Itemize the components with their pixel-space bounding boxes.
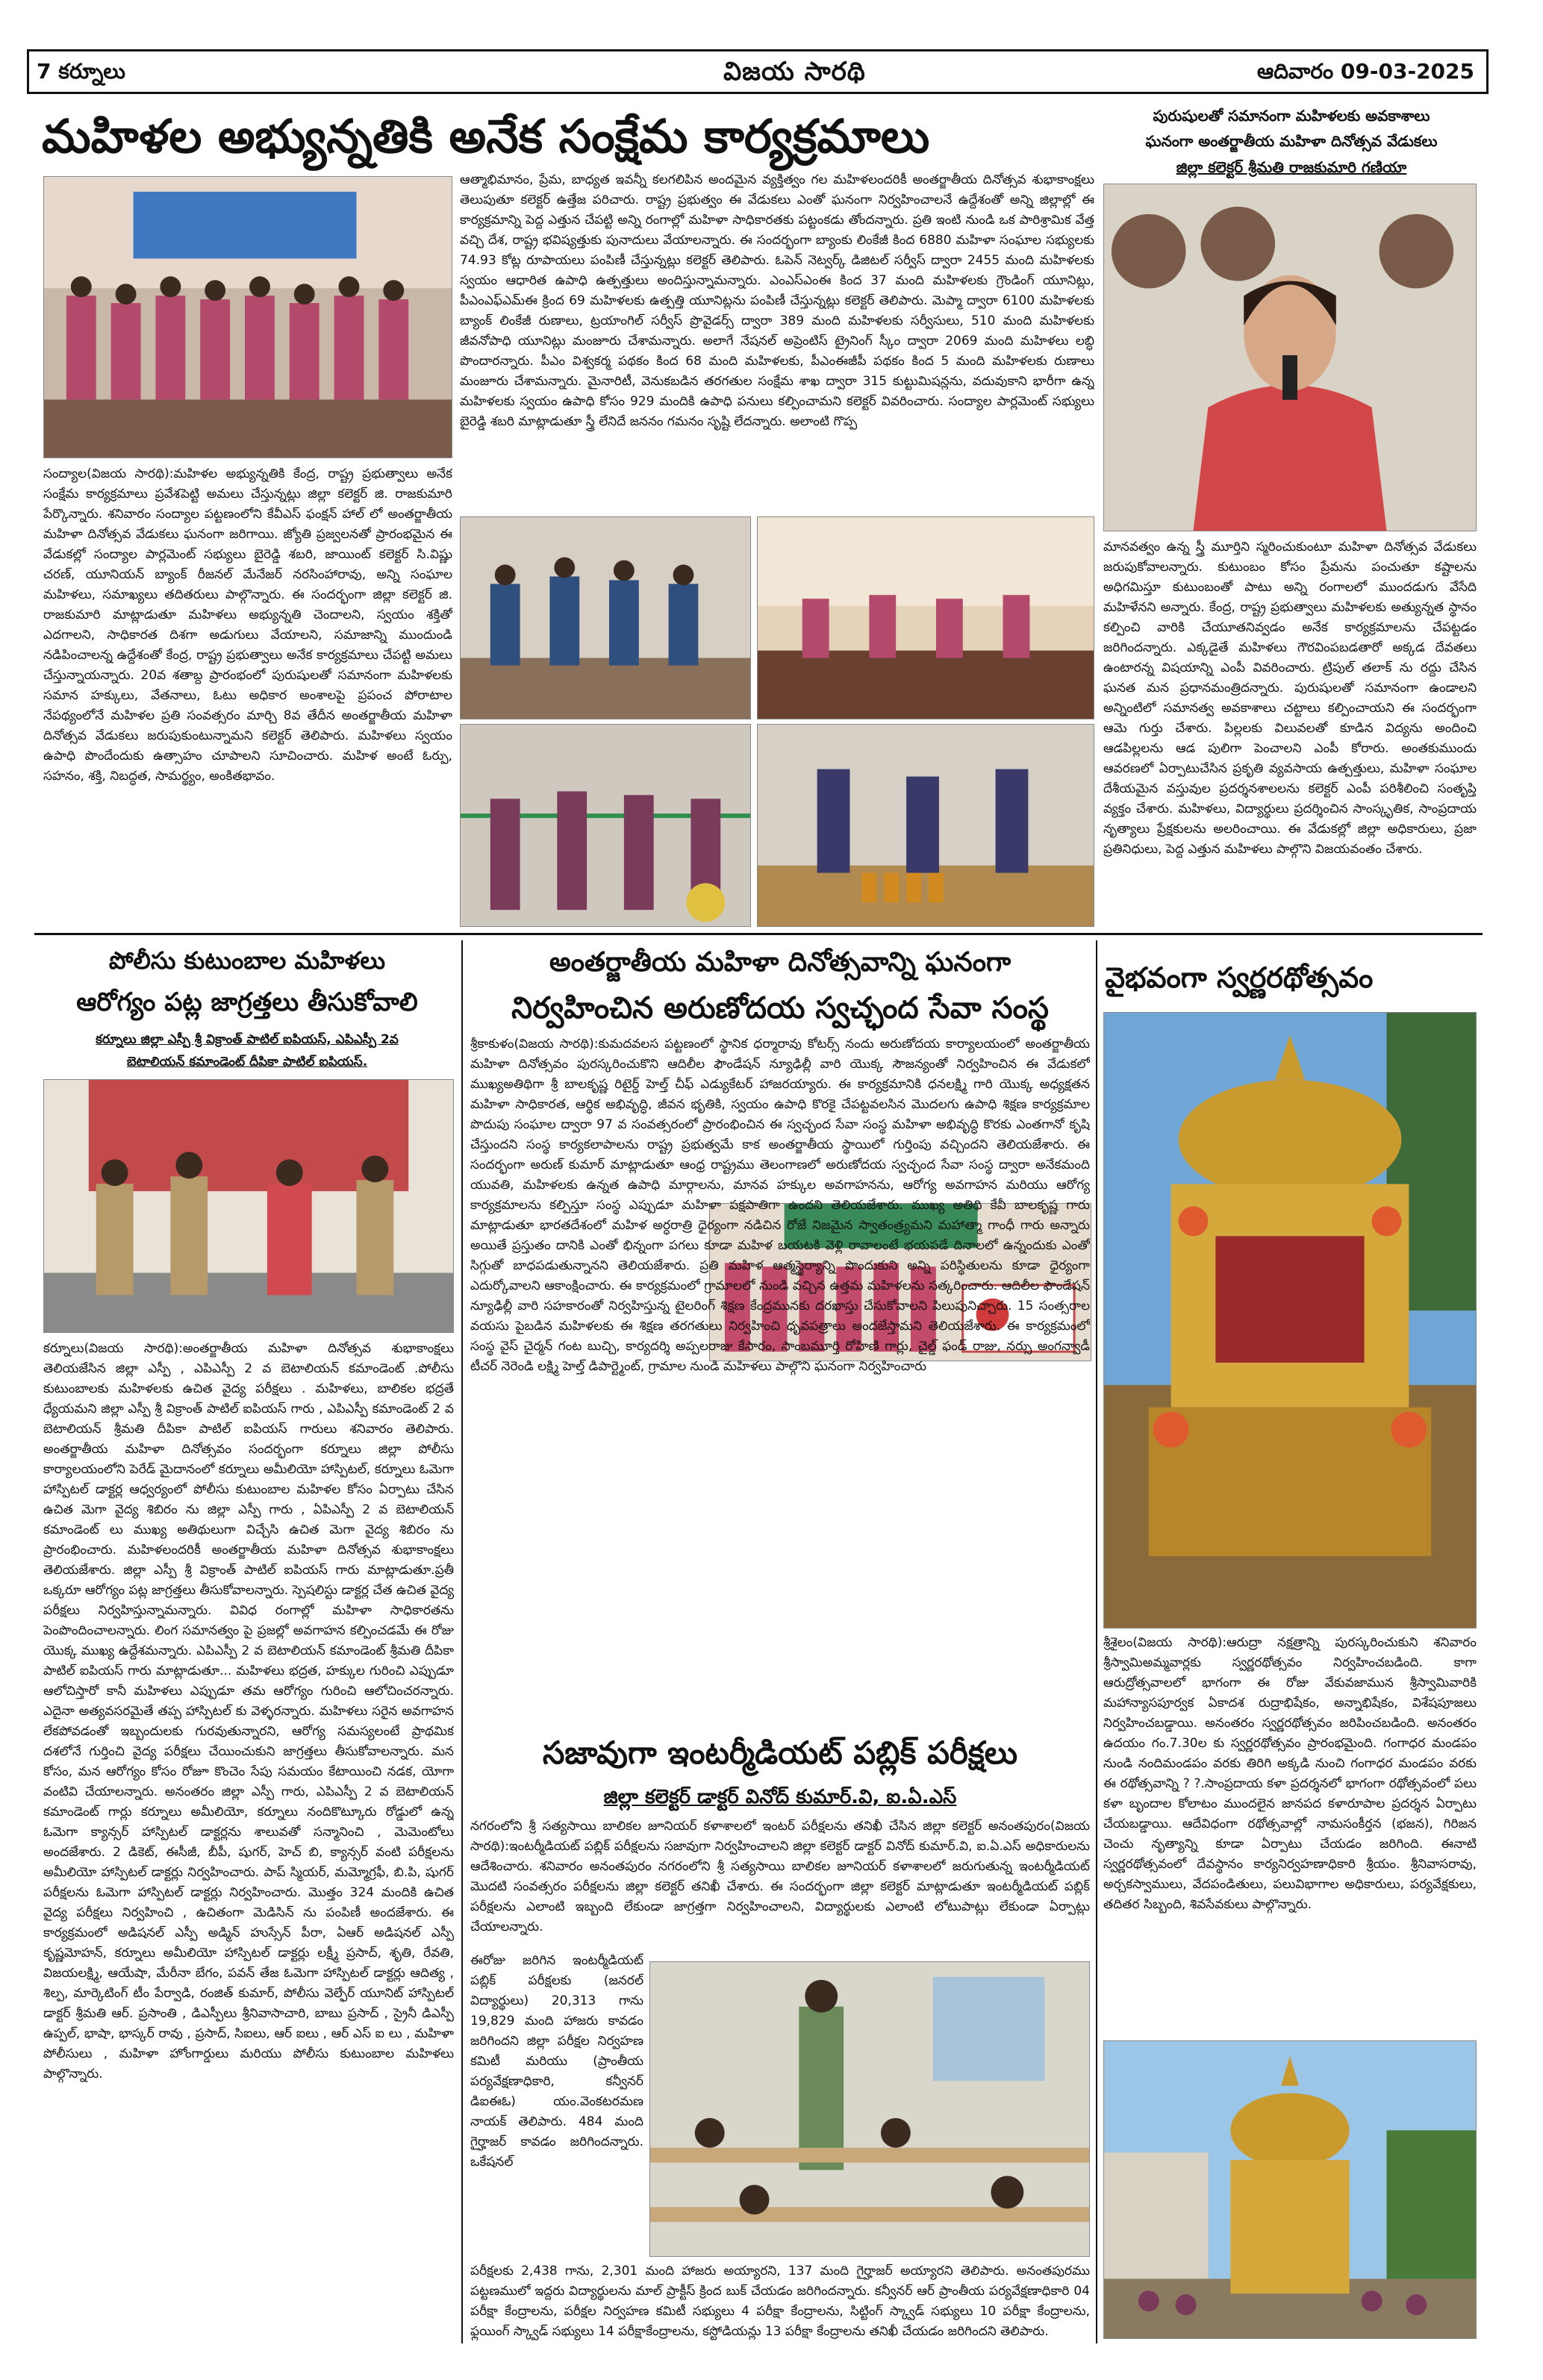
lead-headline: మహిళల అభ్యున్నతికి అనేక సంక్షేమ కార్యక్రమాలు <box>42 109 930 163</box>
arunodaya-headline-1: అంతర్జాతీయ మహిళా దినోత్సవాన్ని ఘనంగా <box>549 947 1011 978</box>
collector-portrait <box>1103 184 1477 531</box>
masthead <box>27 49 1489 94</box>
lead-photo-stage-dais <box>757 516 1094 719</box>
column-divider-right <box>1096 940 1097 2343</box>
collector-kicker-1: పురుషులతో సమానంగా మహిళలకు అవకాశాలు <box>1153 107 1430 125</box>
police-headline-1: పోలీసు కుటుంబాల మహిళలు <box>108 946 386 975</box>
lead-photo-stage <box>43 176 452 458</box>
police-byline-1: కర్నూలు జిల్లా ఎస్పీ శ్రీ విక్రాంత్ పాటిల్ ఐపియస్, ఎపిఎస్పీ 2వ <box>96 1032 399 1047</box>
temple-headline: వైభవంగా స్వర్ణరథోత్సవం <box>1105 961 1374 994</box>
collector-byline: జిల్లా కలెక్టర్ శ్రీమతి రాజకుమారి గణియా <box>1176 158 1407 176</box>
police-headline-2: ఆరోగ్యం పట్ల జాగ్రత్తలు తీసుకోవాలి <box>76 987 418 1017</box>
temple-chariot-photo <box>1103 1012 1477 1628</box>
inter-exam-photo <box>649 1961 1090 2257</box>
collector-body: మానవత్వం ఉన్న స్త్రీ మూర్తిని స్మరించుకుంటూ మహిళా దినోత్సవ వేడుకలు జరుపుకోవాలన్నారు. కుటుంబం కోసం ప్రేమను పంచుతూ కష్టాలను అధిగమిస్తూ కుటుంబంతో పాటు అన్ని రంగాలలో ముందడుగు వేసేది మహిళేనని అన్నారు. కేంద్ర, రాష్ట్ర ప్రభుత్వాలు మహిళలకు అత్యున్నత స్థానం కల్పించి వారికి చేయూతనివ్వడం అనేక కార్యక్రమాలను చేపట్టడం జరిగిందన్నారు. ఎక్కడైతే మహిళలు గౌరవింపబడతారో అక్కడ దేవతలు ఉంటారన్న విషయాన్ని ఎంపీ వివరించారు. ట్రిపుల్ తలాక్ ను రద్దు చేసిన ఘనత మన ప్రధానమంత్రిదన్నారు. పురుషులతో సమానంగా ఉండాలని అన్నింటిలో సమానత్వ అవకాశాలు చట్టాలు కల్పించాయని ఈ సందర్భంగా ఆమె గుర్తు చేశారు. పిల్లలకు విలువలతో కూడిన విద్యను అందించి ఆడపిల్లలను ఆడ పులిగా పెంచాలని ఎంపీ కోరారు. అంతకుముందు ఆవరణలో ఏర్పాటుచేసిన ప్రకృతి వ్యవసాయ ఉత్పత్తులు, మహిళా సంఘాల దేశీయమైన వస్తువుల ప్రదర్శనశాలలను కలెక్టర్ ఎంపీ పరిశీలించి సంతృప్తి వ్యక్తం చేశారు. మహిళలు, విద్యార్థులు ప్రదర్శించిన సాంస్కృతిక, సాంప్రదాయ నృత్యాలు ప్రేక్షకులను అలరించాయి. ఈ వేడుకల్లో జిల్లా అధికారులు, ప్రజా ప్రతినిధులు, పెద్ద ఎత్తున మహిళలు పాల్గొని విజయవంతం చేశారు. <box>1103 540 1477 857</box>
page-label: 7 కర్నూలు <box>37 59 125 84</box>
temple-procession-photo <box>1103 2040 1477 2339</box>
issue-date: ఆదివారం 09-03-2025 <box>1256 59 1474 84</box>
inter-body-bottom: పరీక్షలకు 2,438 గాను, 2,301 మంది హాజరు అయ్యారని, 137 మంది గైర్హాజర్ అయ్యారని తెలిపారు. అనంతపురము పట్టణములో ఇద్దరు విద్యార్థులను మాల్ ప్రాక్టీస్ క్రింద బుక్ చేయడం జరిగిందన్నారు. కన్వీనర్ ఆర్ ప్రాంతీయ పర్యవేక్షణాధికారి 04 పరీక్షా కేంద్రాలను, పరీక్షల నిర్వహణ కమిటీ సభ్యులు 4 పరీక్షా కేంద్రాలను, సిట్టింగ్ స్క్వాడ్ సభ్యులు 10 పరీక్షా కేంద్రాలను, ఫ్లయింగ్ స్క్వాడ్ సభ్యులు 14 పరీక్షాకేంద్రాలను, కస్టోడియన్లు 13 పరీక్షా కేంద్రాలను తనిఖీ చేయడం జరిగిందని తెలిపారు. <box>470 2264 1090 2339</box>
police-body: కర్నూలు(విజయ సారథి):అంతర్జాతీయ మహిళా దినోత్సవ శుభాకాంక్షలు తెలియజేసిన జిల్లా ఎస్పీ , ఎపిఎస్పీ 2 వ బెటాలియన్ కమాండెంట్ .పోలీసు కుటుంబాలకు మహిళలకు ఉచిత వైద్య పరీక్షలు . మహిళలు, బాలికల భద్రతే ధ్యేయమని జిల్లా ఎస్పీ శ్రీ విక్రాంత్ పాటిల్ ఐపియస్ గారు , ఎపిఎస్పీ కమాండెంట్ 2 వ బెటాలియన్ శ్రీమతి దీపికా పాటిల్ ఐపియస్ గారులు శనివారం తెలిపారు. అంతర్జాతీయ మహిళా దినోత్సవం సందర్భంగా కర్నూలు జిల్లా పోలీసు కార్యాలయంలోని పెరేడ్ మైదానంలో కర్నూలు అమీలియో హాస్పిటల్, కర్నూలు ఓమెగా హాస్పిటల్ డాక్టర్ల ఆధ్వర్యంలో పోలీసు కుటుంబాల మహిళల కోసం ఏర్పాటు చేసిన ఉచిత మెగా వైద్య శిబిరం ను జిల్లా ఎస్పీ గారు , ఏపిఎస్పీ 2 వ బెటాలియన్ కమాండెంట్ లు ముఖ్య అతిథులుగా విచ్చేసి ఉచిత మెగా వైద్య శిబిరం ను ప్రారంభించారు. మహిళలందరికీ అంతర్జాతీయ మహిళా దినోత్సవ శుభాకాంక్షలు తెలియజేశారు. జిల్లా ఎస్పీ శ్రీ విక్రాంత్ పాటిల్ ఐపియస్ గారు మాట్లాడుతూ.ప్రతీ ఒక్కరూ ఆరోగ్యం పట్ల జాగ్రత్తలు తీసుకోవాలన్నారు. స్పెషలిస్టు డాక్టర్ల చేత ఉచిత వైద్య పరీక్షలు నిర్వహిస్తున్నామన్నారు. వివిధ రంగాల్లో మహిళా సాధికారతను పెంపొందించాలన్నారు. లింగ సమానత్వం పై ప్రజల్లో అవగాహన కల్పించడమే ఈ రోజు యొక్క ముఖ్య ఉద్దేశమన్నారు. ఎపిఎస్పీ 2 వ బెటాలియన్ కమాండెంట్ శ్రీమతి దీపికా పాటిల్ ఐపియస్ గారు మాట్లాడుతూ... మహిళలు భద్రత, హక్కుల గురించి ఎప్పుడూ ఆలోచిస్తారో కానీ మహిళలు ఎప్పుడూ తమ ఆరోగ్యం గురించి ఆలోచించరన్నారు. ఎదైనా అత్యవసరమైతే తప్ప హాస్పిటల్ కు వెళ్ళరన్నారు. మహిళలు సరైన అవగాహన లేకపోవడంతో ఇబ్బందులకు గురవుతున్నారని, ఆరోగ్య సమస్యలంటే ప్రాథమిక దశలోనే గుర్తించి వైద్య పరీక్షలు చేయించుకుని జాగ్రత్తలు తీసుకోవాలన్నారు. మన కోసం, మన ఆరోగ్యం కోసం రోజూ కొంచెం సేపు సమయం కేటాయించి నడక, యోగా వంటివి చేయాలన్నారు. అనంతరం జిల్లా ఎస్పీ గారు, ఎపిఎస్పీ 2 వ బెటాలియన్ కమాండెంట్ గార్లు కర్నూలు అమీలియో, కర్నూలు నందికొట్కూరు రోడ్డులో ఉన్న ఓమెగా క్యాన్సర్ హాస్పిటల్ డాక్టర్లను శాలువతో సన్మానించి , మెమెంటోలు అందజేశారు. 2 డికెట్, ఈసీజీ, బీపీ, షుగర్, హెచ్ బి, క్యాన్సర్ వంటి పరీక్షలను అమీలియో హాస్పిటల్ డాక్టర్లు నిర్వహించారు. పాప్ స్మియర్, మమ్మోగ్రఫీ, బి.పి, షుగర్ పరీక్షలను ఓమెగా హాస్పిటల్ డాక్టర్లు నిర్వహించారు. మొత్తం 324 మందికి ఉచిత వైద్య పరీక్షలు నిర్వహించి , ఉచితంగా మెడిసిన్ ను పంపిణీ అందజేశారు. ఈ కార్యక్రమంలో అడిషనల్ ఎస్పీ అడ్మిన్ హుస్సేన్ పీరా, ఏఆర్ అడిషనల్ ఎస్పీ కృష్ణమోహన్, కర్నూలు అమీలియో హాస్పిటల్ డాక్టర్లు లక్ష్మీ ప్రసాద్, శృతి, రేవతి, విజయలక్ష్మి, ఆయేషా, మేరీనా బేగం, పవన్ తేజ ఓమెగా హాస్పిటల్ డాక్టర్లు ఆదిత్య , శిల్ప, మార్కెటింగ్ టీం పేర్వాడి, రంజిత్ కుమార్, పోలీసు వెల్ఫేర్ యూనిట్ హాస్పిటల్ డాక్టర్ శ్రీమతి ఆర్. ప్రసాంతి , డిఎస్పీలు శ్రీనివాసాచారి, బాబు ప్రసాద్ , స్రైనీ డిఎస్పీ ఉప్పల్, భాషా, భాస్కర్ రావు , ప్రసాద్, సిఐలు, ఆర్ ఐలు , ఆర్ ఎస్ ఐ లు , మహిళా పోలీసులు , మహిళా హోంగార్డులు మరియు పోలీసు కుటుంబాల మహిళలు పాల్గొన్నారు. <box>43 1341 454 2081</box>
police-byline-2: బెటాలియన్ కమాండెంట్ దీపికా పాటిల్ ఐపియస్. <box>126 1055 368 1069</box>
temple-body: శ్రీశైలం(విజయ సారథి):ఆరుద్రా నక్షత్రాన్ని పురస్కరించుకుని శనివారం శ్రీస్వామిఅమ్మవార్లకు స్వర్ణరథోత్సవం నిర్వహించబడింది. కాగా ఆరుద్రోత్సవాలలో భాగంగా ఈ రోజు వేకువజామున శ్రీస్వామివారికి మహాన్యాసపూర్వక ఏకాదశ రుద్రాభిషేకం, అన్నాభిషేకం, విశేషపూజలు నిర్వహించబడ్డాయి. అనంతరం స్వర్ణరథోత్సవం జరిపించబడింది. అనంతరం ఉదయం గం.7.30ల కు స్వర్ణరథోత్సవం ప్రారంభమైంది. గంగాధర మండపం నుండి నందిమండపం వరకు తిరిగి అక్కడి నుంచి గంగాధర మండపం వరకు ఈ రథోత్సవాన్ని ? ?.సాంప్రదాయ కళా ప్రదర్శనలో భాగంగా రథోత్సవంలో పలు కళా బృందాల కోలాటం ముందలైన జానపద కళారూపాల ప్రదర్శన ఏర్పాటు చేయబడ్డాయి. ఆదేవిధంగా రథోత్సవాల్లో నామసంకీర్తన (భజన), గిరిజన చెంచు నృత్యాన్ని కూడా ఏర్పాటు చేయడం జరిగింది. ఈనాటి స్వర్ణరథోత్సవంలో దేవస్థానం కార్యనిర్వహణాధికారి శ్రీయం. శ్రీనివాసరావు, అర్చకస్వాములు, వేదపండితులు, పలువిభాగాల అధికారులు, పర్యవేక్షకులు, తదితర సిబ్బంది, శివసేవకులు పాల్గొన్నారు. <box>1103 1635 1477 1912</box>
lead-photo-exhibition <box>757 724 1094 927</box>
lead-body-left: సంద్యాల(విజయ సారథి):మహిళల అభ్యున్నతికి కేంద్ర, రాష్ట్ర ప్రభుత్వాలు అనేక సంక్షేమ కార్యక్రమాలు ప్రవేశపెట్టి అమలు చేస్తున్నట్లు జిల్లా కలెక్టర్ జి. రాజకుమారి పేర్కొన్నారు. శనివారం సంద్యాల పట్టణంలోని కేవీఎస్ ఫంక్షన్ హాల్ లో అంతర్జాతీయ మహిళా దినోత్సవ వేడుకలు ఘనంగా జరిగాయి. జ్యోతి ప్రజ్వలనతో ప్రారంభమైన ఈ వేడుకల్లో సంద్యాల పార్లమెంట్ సభ్యులు బైరెడ్డి శబరి, జాయింట్ కలెక్టర్ సి.విష్ణు చరణ్, యూనియన్ బ్యాంక్ రీజనల్ మేనేజర్ నరసింహారావు, అన్ని సంఘాల మహిళలు, సమాఖ్యలు తదితరులు పాల్గొన్నారు. ఈ సందర్భంగా జిల్లా కలెక్టర్ జి. రాజకుమారి మాట్లాడుతూ మహిళలు అభ్యున్నతి చెందాలని, స్వయం శక్తితో ఎదగాలని, సాధికారత దిశగా అడుగులు వేయాలని, సమాజాన్ని ముందుండి నడిపించాలన్న ఉద్దేశంతో కేంద్ర, రాష్ట్ర ప్రభుత్వాలు అనేక కార్యక్రమాలు చేపట్టి అమలు చేస్తున్నాయన్నారు. 20వ శతాబ్ద ప్రారంభంలో పురుషులతో సమానంగా మహిళలకు సమాన హక్కులు, వేతనాలు, ఓటు అధికార అంశాలపై ప్రపంచ పోరాటాల నేపథ్యంలోనే మహిళల ప్రతి సంవత్సరం మార్చి 8వ తేదీన అంతర్జాతీయ మహిళా దినోత్సవ వేడుకలు జరుపుకుంటున్నామని కలెక్టర్ తెలిపారు. మహిళలు స్వయం ఉపాధి పొందేందుకు ఉత్సాహం చూపాలని సూచించారు. మహిళ అంటే ఓర్పు, సహనం, శక్తి, నిబద్ధత, సామర్థ్యం, అంకితభావం. <box>43 466 452 784</box>
collector-kicker-2: ఘనంగా అంతర్జాతీయ మహిళా దినోత్సవ వేడుకలు <box>1145 132 1438 150</box>
arunodaya-headline-2: నిర్వహించిన అరుణోదయ స్వచ్ఛంద సేవా సంస్థ <box>511 991 1049 1025</box>
column-divider-left <box>461 940 463 2343</box>
lead-photo-dignitaries <box>460 516 751 719</box>
lead-body-right: ఆత్మాభిమానం, ప్రేమ, బాధ్యత ఇవన్నీ కలగలిపిన అందమైన వ్యక్తిత్వం గల మహిళలందరికీ అంతర్జాతీయ దినోత్సవ శుభాకాంక్షలు తెలుపుతూ కలెక్టర్ ఉత్తేజ పరిచారు. రాష్ట్ర ప్రభుత్వం ఈ వేడుకలు ఎంతో ఘనంగా నిర్వహించాలనే ఉద్దేశంతో అన్ని జిల్లాల్లో ఈ కార్యక్రమాన్ని పెద్ద ఎత్తున చేపట్టి అన్ని రంగాల్లో మహిళా సాధికారతకు పట్టంకడు తోందన్నారు. ప్రతి ఇంటి నుండి ఒక పారిశ్రామిక వేత్త వచ్చి దేశ, రాష్ట్ర భవిష్యత్తుకు పునాదులు వేయాలన్నారు. ఈ సందర్భంగా బ్యాంకు లింకేజీ కింద 6880 మహిళా సంఘాల సభ్యులకు 74.93 కోట్ల రూపాయలు పంపిణీ చేస్తున్నట్లు కలెక్టర్ తెలిపారు. ఓపెన్ నెట్వర్క్ డిజిటల్ సర్వీస్ ద్వారా 2455 మంది మహిళలకు స్వయం ఆధారిత ఉపాధి ఉత్పత్తులు అందిస్తున్నామన్నారు. ఎంఎస్ఎంఈ కింద 37 మంది మహిళలకు గ్రౌండింగ్ యూనిట్లు, పీఎంఎఫ్ఎమ్ఈ క్రింద 69 మహిళలకు ఉత్పత్తి యూనిట్లను పంపిణీ చేస్తున్నట్లు కలెక్టర్ తెలిపారు. మెప్మా ద్వారా 6100 మహిళలకు బ్యాంక్ లింకేజీ రుణాలు, ట్రయాంగిల్ సర్వీస్ ప్రొవైడర్స్ ద్వారా 389 మంది మహిళలకు సర్వీసులు, 510 మంది మహిళలకు జీవనోపాధి యూనిట్లు మంజూరు చేశామన్నారు. అలాగే నేషనల్ అప్రెంటిస్ ట్రైనింగ్ స్కీం ద్వారా 2069 మంది మహిళలు లబ్ధి పొందారన్నారు. పీఎం విశ్వకర్మ పథకం కింద 68 మంది మహిళలకు, పీఎంఈజీపీ పథకం కింద 5 మంది మహిళలకు రుణాలు మంజూరు చేశామన్నారు. మైనారిటీ, వెనుకబడిన తరగతుల సంక్షేమ శాఖ ద్వారా 315 కుట్టుమిషన్లను, వదువుకాని భారీగా ఉన్న మహిళలకు స్వయం ఉపాధి కోసం 929 మందికి ఉపాధి పనులు కల్పించామని కలెక్టర్ వివరించారు. సంద్యాల పార్లమెంట్ సభ్యులు బైరెడ్డి శబరి మాట్లాడుతూ స్త్రీ లేనిదే జననం గమనం సృష్టి లేదన్నారు. అలాంటి గొప్ప <box>460 172 1094 429</box>
section-divider <box>34 933 1483 935</box>
inter-body-left: ఈరోజు జరిగిన ఇంటర్మీడియట్ పబ్లిక్ పరీక్షలకు (జనరల్ విద్యార్థులు) 20,313 గాను 19,829 మంది హాజరు కావడం జరిగిందని జిల్లా పరీక్షల నిర్వహణ కమిటీ మరియు (ప్రాంతీయ పర్యవేక్షణాధికారి, కన్వీనర్ డిఐఈఓ) యం.వెంకటరమణ నాయక్ తెలిపారు. 484 మంది గైర్హాజర్ కావడం జరిగిందన్నారు. ఒకేషనల్ <box>470 1953 643 2170</box>
paper-name: విజయ సారథి <box>723 57 866 87</box>
inter-byline: జిల్లా కలెక్టర్ డాక్టర్ వినోద్ కుమార్.వి, ఐ.ఏ.ఎస్ <box>603 1786 957 1808</box>
police-photo <box>43 1079 454 1333</box>
lead-photo-ribbon <box>460 724 751 927</box>
inter-body-top: నగరంలోని శ్రీ సత్యసాయి బాలికల జూనియర్ కళాశాలలో ఇంటర్ పరీక్షలను తనిఖీ చేసిన జిల్లా కలెక్టర్ అనంతపురం(విజయ సారథి):ఇంటర్మీడియట్ పబ్లిక్ పరీక్షలను సజావుగా నిర్వహించాలని జిల్లా కలెక్టర్ డాక్టర్ వినోద్ కుమార్.వి, ఐ.ఏ.ఎస్ అధికారులను ఆదేశించారు. శనివారం అనంతపురం నగరంలోని శ్రీ సత్యసాయి బాలికల జూనియర్ కళాశాలలో జరుగుతున్న ఇంటర్మీడియట్ మొదటి సంవత్సరం పరీక్షలను జిల్లా కలెక్టర్ తనిఖీ చేశారు. ఈ సందర్భంగా జిల్లా కలెక్టర్ మాట్లాడుతూ ఇంటర్మీడియట్ పబ్లిక్ పరీక్షలను ఎలాంటి ఇబ్బంది లేకుండా జాగ్రత్తగా నిర్వహించాలని, విద్యార్థులకు ఎలాంటి లోటుపాట్లు లేకుండా ఏర్పాట్లు చేయాలన్నారు. <box>470 1819 1090 1934</box>
arunodaya-body: శ్రీకాకుళం(విజయ సారథి):కుమదవలస పట్టణంలో స్థానిక ధర్మారావు కోటర్స్ నందు అరుణోదయ కార్యాలయంలో అంతర్జాతీయ మహిళా దినోత్సవం పురస్కరించుకొని ఆదిలీల ఫౌండేషన్ న్యూఢిల్లీ వారి యొక్క సౌజన్యంతో నిర్వహించిన ఈ వేడుకలో ముఖ్యఅతిథిగా శ్రీ బాలకృష్ణ రిటైర్డ్ హెల్త్ చీఫ్ ఎడ్యుకేటర్ హాజరయ్యారు. ఈ కార్యక్రమానికి ధనలక్ష్మి గారి యొక్క అధ్యక్షతన మహిళా సాధికారత, ఆర్థిక అభివృద్ధి, జీవన భృతికి, స్వయం ఉపాధి కొరకై చేపట్టవలసిన మొదలగు ఉపాధి శిక్షణ కార్యక్రమాల పొదుపు సంఘాల ద్వారా 97 వ సంవత్సరంలో ప్రారంభించిన ఈ స్వచ్ఛంద సేవా సంస్థ మహిళా అభివృద్ధి కొరకు ఎంతగానో కృషి చేస్తుందని సంస్థ కార్యకలాపాలను రాష్ట్ర ప్రభుత్వమే కాక అంతర్జాతీయ స్థాయిలో గుర్తింపు వచ్చిందని తెలియజేశారు. ఈ సందర్భంగా అరుణ్ కుమార్ మాట్లాడుతూ ఆంధ్ర రాష్ట్రము తెలంగాణలో అరుణోదయ స్వచ్ఛంద సేవా సంస్థ ద్వారా అనేకమంది యువతి, మహిళలకు ఉన్నత ఉపాధి మార్గాలను, మానవ హక్కుల అవగాహనను, ఆరోగ్య అవగాహన మరియు ఆరోగ్య కార్యక్రమాలను కల్పిస్తూ సంస్థ ఎప్పుడూ మహిళా పక్షపాతిగా ఉందని తెలియజేశారు. ముఖ్య అతిథి కేవీ బాలకృష్ణ గారు మాట్లాడుతూ భారతదేశంలో మహిళ అర్ధరాత్రి ధైర్యంగా నడిచిన రోజే నిజమైన స్వాతంత్ర్యమని మహాత్మా గాంధీ గారు అన్నారు అయితే ప్రస్తుతం దానికి ఎంతో భిన్నంగా పగలు కూడా మహిళ బయటకి వెళ్లి రావాలంటే భయపడే దినాలలో ఉన్నందుకు ఎంతో సిగ్గుతో బాధపడుతున్నానని తెలియజేశారు. ప్రతి మహిళ ఆత్మస్థైర్యాన్ని పొందుకుని అన్ని పరిస్థితులను కూడా ధైర్యంగా ఎదుర్కోవాలని ఆకాంక్షించారు. ఈ కార్యక్రమంలో గ్రామాలలో నుండి వచ్చిన ఉత్తమ మహిళలను సత్కరించారు. ఆదిలీల ఫౌండేషన్ న్యూఢిల్లీ వారి సహకారంతో నిర్వహిస్తున్న టైలరింగ్ శిక్షణ కేంద్రమునకు దరఖాస్తు చేసుకోవాలని పిలుపునిచ్చారు. 15 సంత్సరాల వయసు పైబడిన మహిళలకు ఈ శిక్షణ తరగతులు నిర్వహించి ధృవపత్రాలు అందజేస్తామని తెలియజేశారు. ఈ కార్యక్రమంలో సంస్థ వైస్ చైర్మన్ గంట బుచ్చి, కార్యదర్శి అప్పలరాజు కేసారం, సాంబమూర్తి రోహిణి గార్లు, చైల్డ్ ఫండ్ రాజు, నర్సు అంగన్వాడీ టీచర్ నెరెండి లక్ష్మి హెల్త్ డిపార్ట్మెంట్, గ్రామాల నుండి మహిళలు పాల్గొని ఘనంగా నిర్వహించారు <box>470 1037 1090 1374</box>
inter-headline: సజావుగా ఇంటర్మీడియట్ పబ్లిక్ పరీక్షలు <box>542 1734 1018 1771</box>
